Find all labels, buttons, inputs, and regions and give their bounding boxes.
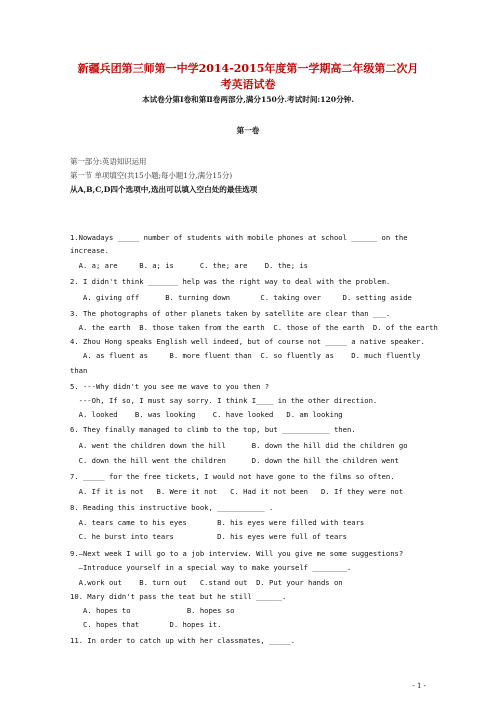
question-line: 10. Mary didn't pass the teat but he still ______. <box>70 592 287 601</box>
question-line: 2. I didn't think _______ help was the right way to deal with the problem. <box>70 277 391 286</box>
question-line: 11. In order to catch up with her classmates, _____. <box>70 636 296 645</box>
exam-subtitle: 本试卷分第Ⅰ卷和第Ⅱ卷两部分,满分150分.考试时间:120分钟. <box>142 95 354 104</box>
instruction-text: 从A,B,C,D四个选项中,选出可以填入空白处的最佳选项 <box>70 185 258 194</box>
question-line: —Introduce yourself in a special way to make yourself ________. <box>70 563 352 572</box>
question-line: A. as fluent as B. more fluent than C. so fluently as D. much fluently <box>70 351 421 360</box>
question-line: A.work out B. turn out C.stand out D. Put your hands on <box>70 578 343 587</box>
question-line: increase. <box>70 246 109 255</box>
question-line: 8. Reading this instructive book, ___________ . <box>70 503 274 512</box>
question-line: C. he burst into tears D. his eyes were full of tears <box>70 532 347 541</box>
question-line: 4. Zhou Hong speaks English well indeed, but of course not _____ a native speaker. <box>70 337 425 346</box>
question-line: C. hopes that D. hopes it. <box>70 620 222 629</box>
question-line: 9.—Next week I will go to a job interview. Will you give me some suggestions? <box>70 549 404 558</box>
part-heading: 第一卷 <box>236 126 260 135</box>
exam-title-line1: 新疆兵团第三师第一中学2014-2015年度第一学期高二年级第二次月 <box>77 62 419 75</box>
question-line: 5. ---Why didn't you see me wave to you then ? <box>70 382 270 391</box>
question-line: A. went the children down the hill B. down the hill did the children go <box>70 441 408 450</box>
question-line: A. the earth B. those taken from the earth C. those of the earth D. of the earth <box>70 323 438 332</box>
exam-title-line2: 考英语试卷 <box>220 78 276 91</box>
question-line: than <box>70 366 88 375</box>
section-heading: 第一部分:英语知识运用 <box>70 157 147 166</box>
question-line: A. If it is not B. Were it not C. Had it not been D. If they were not <box>70 487 404 496</box>
question-line: ---Oh, If so, I must say sorry. I think I____ in the other direction. <box>70 396 378 405</box>
question-line: A. looked B. was looking C. have looked D. am looking <box>70 410 343 419</box>
question-line: 3. The photographs of other planets taken by satellite are clear than ___. <box>70 309 391 318</box>
question-line: 7. _____ for the free tickets, I would not have gone to the films so often. <box>70 472 395 481</box>
question-line: 6. They finally managed to climb to the top, but ___________ then. <box>70 425 356 434</box>
subsection-heading: 第一节 单项填空(共15小题;每小题1分,满分15分) <box>70 171 233 180</box>
page-number: - 1 - <box>412 682 426 690</box>
question-line: 1.Nowadays _____ number of students with mobile phones at school ______ on the <box>70 233 408 242</box>
question-line: A. tears came to his eyes B. his eyes were filled with tears <box>70 518 365 527</box>
question-line: A. giving off B. turning down C. taking over D. setting aside <box>70 293 412 302</box>
question-line: C. down the hill went the children D. down the hill the children went <box>70 456 399 465</box>
question-line: A. hopes to B. hopes so <box>70 606 235 615</box>
question-line: A. a; are B. a; is C. the; are D. the; is <box>70 261 308 270</box>
